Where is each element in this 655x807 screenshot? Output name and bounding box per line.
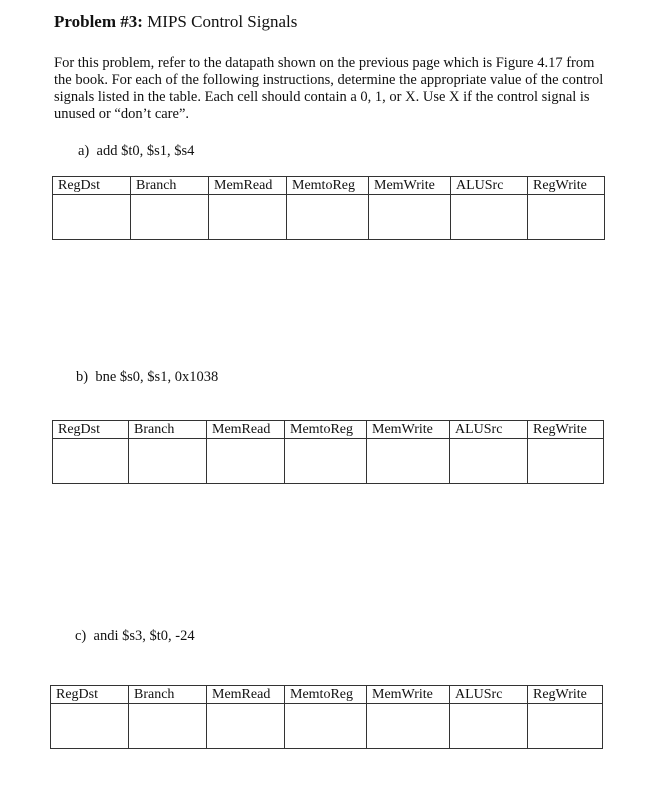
answer-cell-memread[interactable]	[207, 439, 285, 484]
col-header-regdst: RegDst	[51, 686, 129, 704]
table-header-row	[53, 177, 605, 195]
answer-cell-regdst[interactable]	[53, 195, 131, 240]
col-header-regwrite: RegWrite	[528, 177, 605, 195]
part-c-label	[75, 628, 195, 645]
table-answer-row	[53, 439, 604, 484]
answer-cell-regwrite[interactable]	[528, 195, 605, 240]
instruction-text: andi $s3, $t0, -24	[93, 628, 195, 644]
col-header-memwrite: MemWrite	[367, 421, 450, 439]
control-table-a	[52, 176, 605, 240]
part-letter: c)	[75, 628, 87, 644]
table-answer-row	[53, 195, 605, 240]
col-header-memtoreg: MemtoReg	[285, 686, 367, 704]
table-answer-row	[51, 704, 603, 749]
part-a-label	[78, 143, 194, 160]
col-header-regwrite: RegWrite	[528, 421, 604, 439]
control-table-c	[50, 685, 603, 749]
col-header-memwrite: MemWrite	[369, 177, 451, 195]
table-header-row	[51, 686, 603, 704]
col-header-memtoreg: MemtoReg	[285, 421, 367, 439]
answer-cell-regwrite[interactable]	[528, 704, 603, 749]
col-header-regdst: RegDst	[53, 421, 129, 439]
col-header-branch: Branch	[129, 686, 207, 704]
problem-heading: MIPS Control Signals	[147, 12, 298, 31]
control-table-b	[52, 420, 604, 484]
col-header-regwrite: RegWrite	[528, 686, 603, 704]
col-header-alusrc: ALUSrc	[450, 421, 528, 439]
answer-cell-alusrc[interactable]	[450, 704, 528, 749]
part-letter: a)	[78, 143, 90, 159]
col-header-memwrite: MemWrite	[367, 686, 450, 704]
answer-cell-memwrite[interactable]	[369, 195, 451, 240]
part-b-label	[76, 369, 218, 386]
col-header-alusrc: ALUSrc	[450, 686, 528, 704]
col-header-regdst: RegDst	[53, 177, 131, 195]
instruction-text: bne $s0, $s1, 0x1038	[95, 369, 219, 385]
problem-number: Problem #3:	[54, 12, 143, 31]
col-header-memread: MemRead	[207, 686, 285, 704]
answer-cell-memwrite[interactable]	[367, 439, 450, 484]
table-header-row	[53, 421, 604, 439]
answer-cell-memread[interactable]	[207, 704, 285, 749]
answer-cell-regdst[interactable]	[51, 704, 129, 749]
col-header-branch: Branch	[129, 421, 207, 439]
col-header-memread: MemRead	[209, 177, 287, 195]
col-header-branch: Branch	[131, 177, 209, 195]
answer-cell-memtoreg[interactable]	[285, 704, 367, 749]
answer-cell-alusrc[interactable]	[451, 195, 528, 240]
col-header-alusrc: ALUSrc	[451, 177, 528, 195]
answer-cell-regdst[interactable]	[53, 439, 129, 484]
answer-cell-branch[interactable]	[131, 195, 209, 240]
answer-cell-branch[interactable]	[129, 704, 207, 749]
col-header-memtoreg: MemtoReg	[287, 177, 369, 195]
part-letter: b)	[76, 369, 89, 385]
answer-cell-memtoreg[interactable]	[285, 439, 367, 484]
answer-cell-regwrite[interactable]	[528, 439, 604, 484]
answer-cell-memtoreg[interactable]	[287, 195, 369, 240]
answer-cell-alusrc[interactable]	[450, 439, 528, 484]
answer-cell-memread[interactable]	[209, 195, 287, 240]
problem-instructions: For this problem, refer to the datapath shown on the previous page which is Figure 4.17 from the book. For each of the following instructions, determine the appropriate value of the control signals listed in the table. Each cell should contain a 0, 1, or X. Use X if the control signal is unused or “don’t care”.	[54, 55, 604, 122]
answer-cell-branch[interactable]	[129, 439, 207, 484]
instruction-text: add $t0, $s1, $s4	[96, 143, 195, 159]
answer-cell-memwrite[interactable]	[367, 704, 450, 749]
problem-title	[54, 12, 297, 32]
col-header-memread: MemRead	[207, 421, 285, 439]
